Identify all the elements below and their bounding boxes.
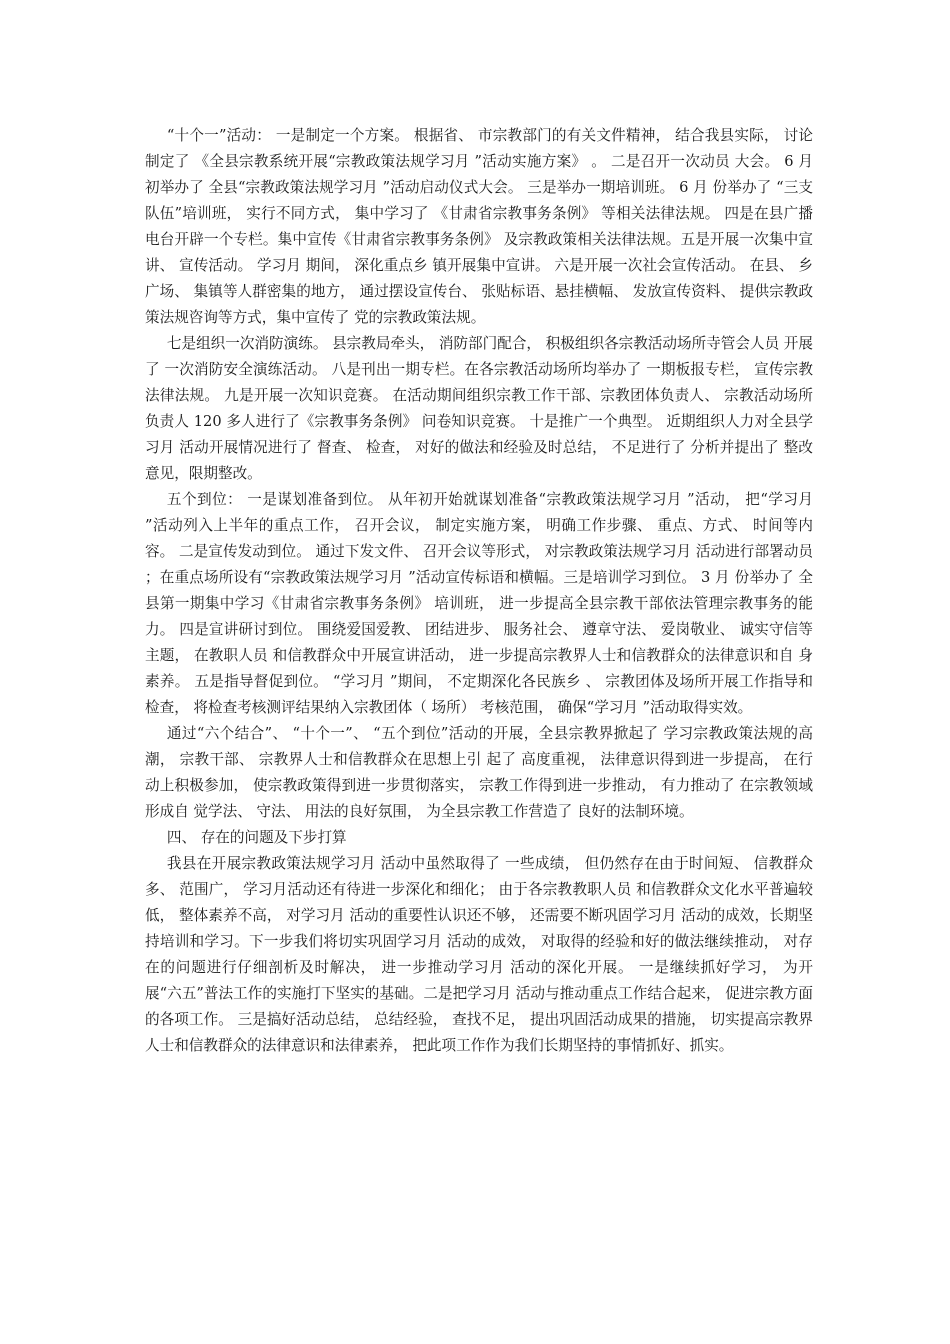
paragraph-problems-plans: 我县在开展宗教政策法规学习月 活动中虽然取得了 一些成绩， 但仍然存在由于时间短、 信教群众多、 范围广， 学习月活动还有待进一步深化和细化； 由于各宗教教职人员 和信教群众文化水平普遍较低， 整体素养不高， 对学习月 活动的重要性认识还不够， 还需要不断巩固学习月 活动的成效，长期坚持培训和学习。下一步我们将切实巩固学习月 活动的成效， 对取得的经验和好的做法继续推动， 对存在的问题进行仔细剖析及时解决， 进一步推动学习月 活动的深化开展。 一是继续抓好学习， 为开展“六五”普法工作的实施打下坚实的基础。二是把学习月 活动与推动重点工作结合起来， 促进宗教方面的各项工作。 三是搞好活动总结， 总结经验， 查找不足， 提出巩固活动成果的措施， 切实提高宗教界人士和信教群众的法律意识和法律素养， 把此项工作作为我们长期坚持的事情抓好、抓实。 [145,855,813,1054]
paragraph-summary: 通过“六个结合”、 “十个一”、 “五个到位”活动的开展，全县宗教界掀起了 学习宗教政策法规的高潮， 宗教干部、 宗教界人士和信教群众在思想上引 起了 高度重视， 法律意识得到进一步提高， 在行动上积极参加， 使宗教政策得到进一步贯彻落实， 宗教工作得到进一步推动， 有力推动了 在宗教领域形成自 觉学法、 守法、 用法的良好氛围， 为全县宗教工作营造了 良好的法制环境。 [145,725,813,820]
document-body [145,123,813,1059]
paragraph-ten-ones: “十个一”活动： 一是制定一个方案。 根据省、 市宗教部门的有关文件精神， 结合我县实际， 讨论制定了 《全县宗教系统开展“宗教政策法规学习月 ”活动实施方案》 。 二是召开一次动员 大会。 6 月 初举办了 全县“宗教政策法规学习月 ”活动启动仪式大会。 三是举办一期培训班。 6 月 份举办了 “三支队伍”培训班， 实行不同方式， 集中学习了 《甘肃省宗教事务条例》 等相关法律法规。 四是在县广播电台开辟一个专栏。集中宣传《甘肃省宗教事务条例》 及宗教政策相关法律法规。五是开展一次集中宣讲、 宣传活动。 学习月 期间， 深化重点乡 镇开展集中宣讲。 六是开展一次社会宣传活动。 在县、 乡广场、 集镇等人群密集的地方， 通过摆设宣传台、 张贴标语、悬挂横幅、 发放宣传资料、 提供宗教政策法规咨询等方式，集中宣传了 党的宗教政策法规。 [145,127,813,326]
section-heading: 四、 存在的问题及下步打算 [166,829,347,846]
paragraph-fire-drill: 七是组织一次消防演练。 县宗教局牵头， 消防部门配合， 积极组织各宗教活动场所寺管会人员 开展了 一次消防安全演练活动。 八是刊出一期专栏。在各宗教活动场所均举办了 一期板报专栏， 宣传宗教法律法规。 九是开展一次知识竞赛。 在活动期间组织宗教工作干部、宗教团体负责人、 宗教活动场所负责人 120 多人进行了《宗教事务条例》 问卷知识竞赛。 十是推广一个典型。 近期组织人力对全县学习月 活动开展情况进行了 督查、 检查， 对好的做法和经验及时总结， 不足进行了 分析并提出了 整改意见，限期整改。 [145,335,813,482]
paragraph-five-in-place: 五个到位： 一是谋划准备到位。 从年初开始就谋划准备“宗教政策法规学习月 ”活动， 把“学习月 ”活动列入上半年的重点工作， 召开会议， 制定实施方案， 明确工作步骤、 重点、方式、 时间等内容。 二是宣传发动到位。 通过下发文件、 召开会议等形式， 对宗教政策法规学习月 活动进行部署动员 ；在重点场所设有“宗教政策法规学习月 ”活动宣传标语和横幅。三是培训学习到位。 3 月 份举办了 全县第一期集中学习《甘肃省宗教事务条例》 培训班， 进一步提高全县宗教干部依法管理宗教事务的能力。 四是宣讲研讨到位。 围绕爱国爱教、 团结进步、 服务社会、 遵章守法、 爱岗敬业、 诚实守信等主题， 在教职人员 和信教群众中开展宣讲活动， 进一步提高宗教界人士和信教群众的法律意识和自 身素养。 五是指导督促到位。 “学习月 ”期间， 不定期深化各民族乡 、 宗教团体及场所开展工作指导和检查， 将检查考核测评结果纳入宗教团体（ 场所） 考核范围， 确保“学习月 ”活动取得实效。 [145,491,813,716]
